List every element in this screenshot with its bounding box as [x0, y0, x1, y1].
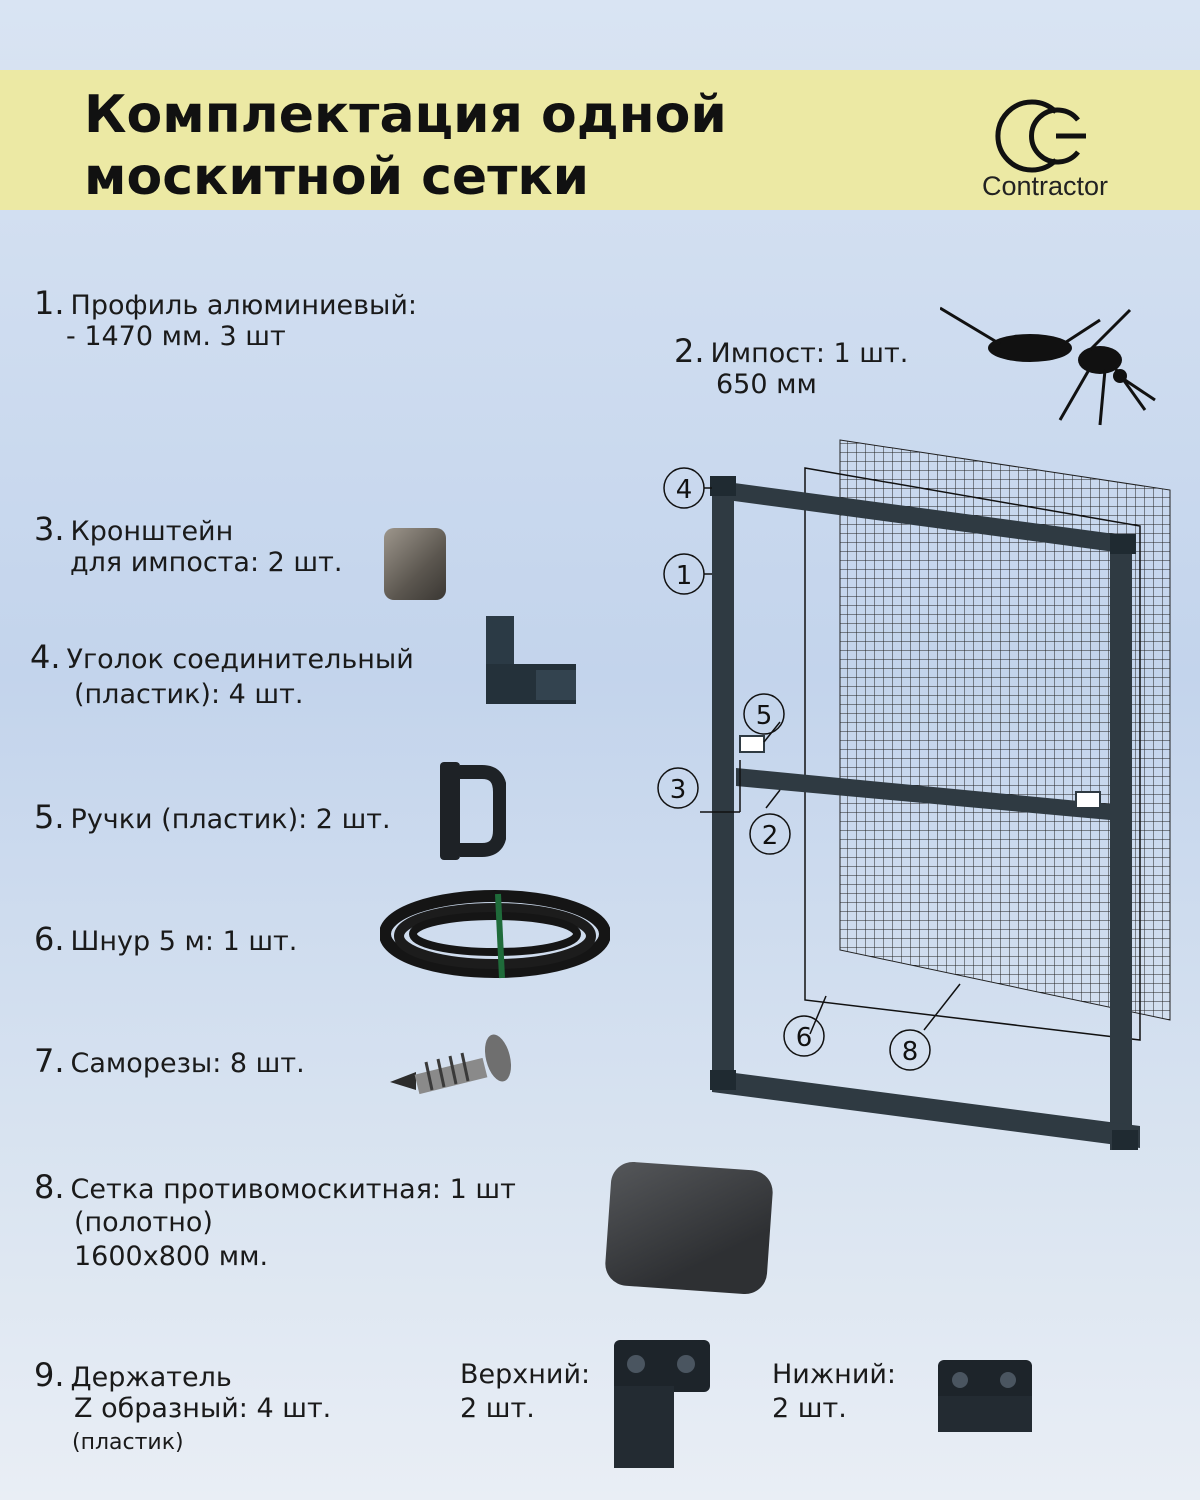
svg-text:8: 8	[901, 1037, 919, 1067]
handle-part-image	[436, 758, 506, 864]
svg-text:6: 6	[795, 1023, 813, 1053]
svg-text:1: 1	[675, 561, 693, 591]
item-2-line1: 2. Импост: 1 шт.	[674, 332, 909, 370]
lower-holder-label: Нижний:	[772, 1359, 897, 1390]
item-3-line1: 3. Кронштейн	[34, 510, 234, 548]
assembly-diagram	[640, 290, 1180, 1170]
cord-part-image	[380, 888, 610, 984]
svg-text:3: 3	[669, 775, 687, 805]
svg-text:4: 4	[675, 475, 693, 505]
page-title: Комплектация одной москитной сетки	[84, 85, 727, 207]
logo-text: Contractor	[981, 171, 1109, 201]
svg-text:5: 5	[755, 701, 773, 731]
item-1-line1: 1. Профиль алюминиевый:	[34, 284, 418, 322]
item-9-line2: Z образный: 4 шт.	[74, 1393, 332, 1424]
bracket-part-image	[384, 528, 446, 600]
item-8-line3: 1600х800 мм.	[74, 1241, 269, 1272]
item-7-line1: 7. Саморезы: 8 шт.	[34, 1042, 305, 1080]
item-6-line1: 6. Шнур 5 м: 1 шт.	[34, 920, 298, 958]
corner-connector-part-image	[476, 612, 586, 712]
item-4-line1: 4. Уголок соединительный	[30, 638, 414, 676]
screw-part-image	[386, 1032, 522, 1096]
upper-holder-label: Верхний:	[460, 1359, 591, 1390]
item-2-line2: 650 мм	[716, 369, 817, 400]
mesh-roll-part-image	[604, 1161, 774, 1296]
upper-holder-part-image	[610, 1336, 714, 1472]
item-9-line3: (пластик)	[72, 1430, 184, 1455]
lower-holder-qty: 2 шт.	[772, 1393, 847, 1424]
svg-text:2: 2	[761, 821, 779, 851]
item-8-line2: (полотно)	[74, 1207, 213, 1238]
item-4-line2: (пластик): 4 шт.	[74, 679, 304, 710]
item-1-line2: - 1470 мм. 3 шт	[66, 321, 286, 352]
item-8-line1: 8. Сетка противомоскитная: 1 шт	[34, 1168, 516, 1206]
upper-holder-qty: 2 шт.	[460, 1393, 535, 1424]
item-5-line1: 5. Ручки (пластик): 2 шт.	[34, 798, 391, 836]
item-3-line2: для импоста: 2 шт.	[70, 547, 343, 578]
lower-holder-part-image	[934, 1356, 1036, 1436]
item-9-line1: 9. Держатель	[34, 1356, 232, 1394]
